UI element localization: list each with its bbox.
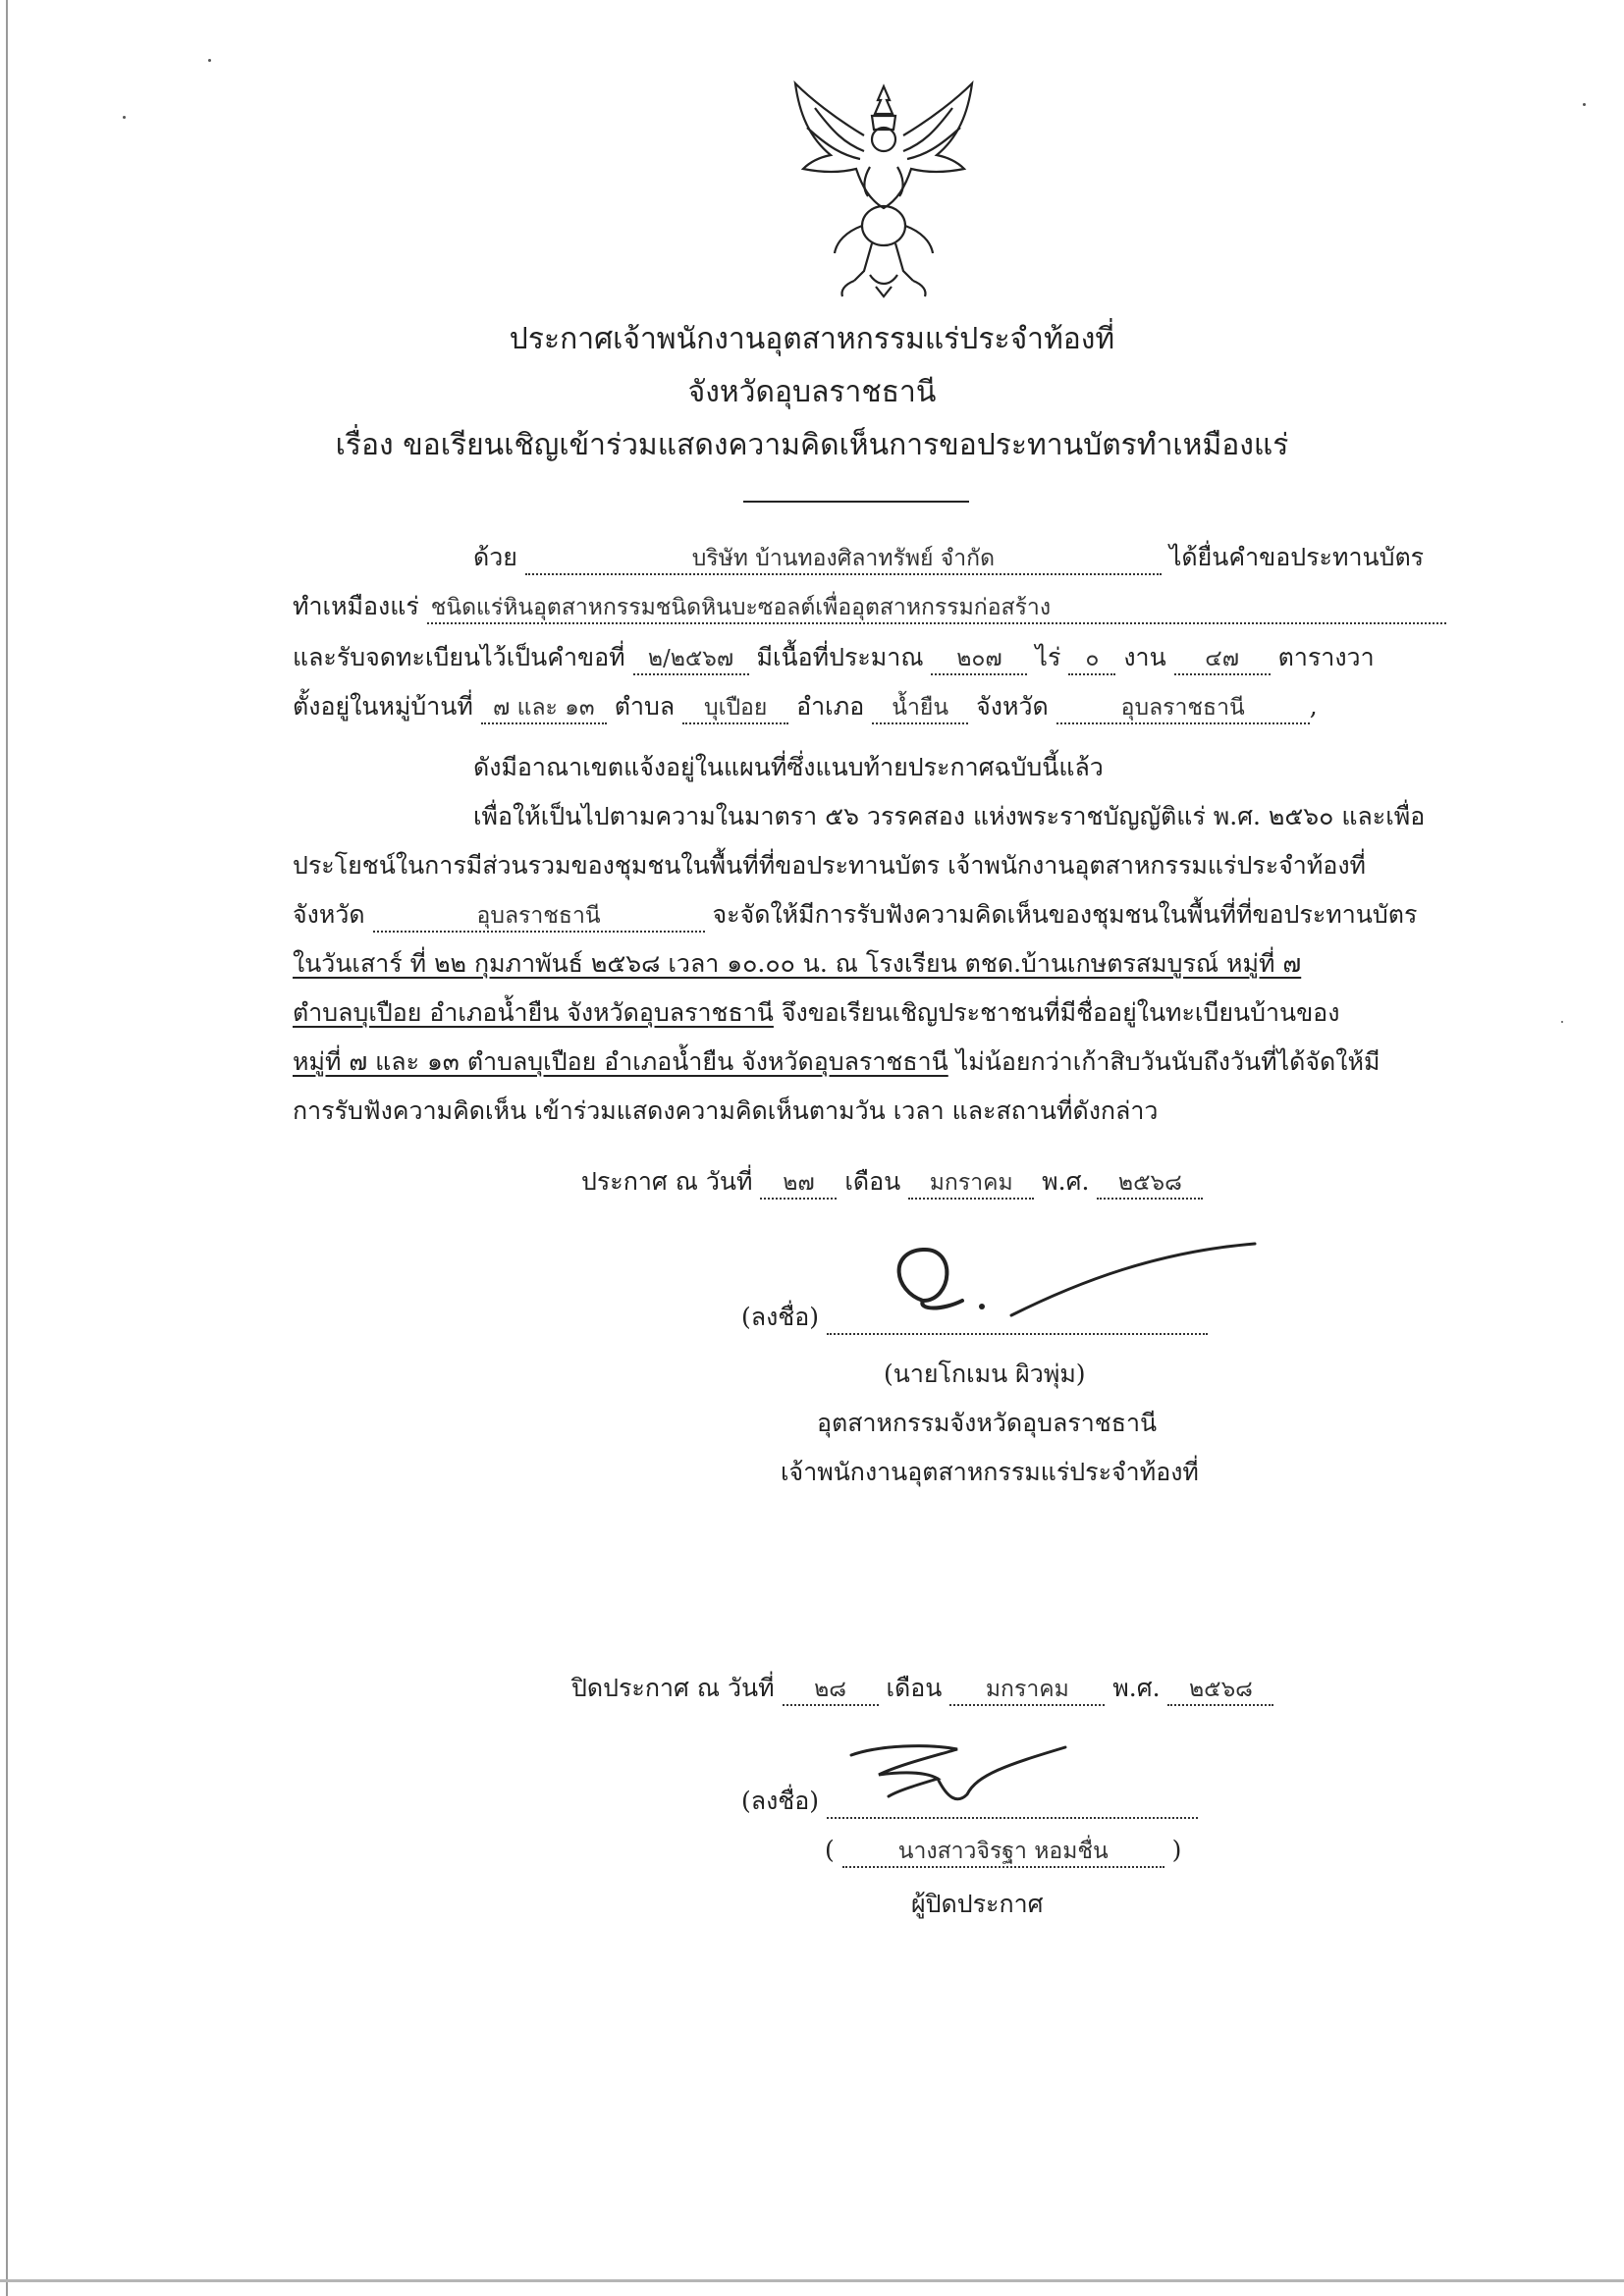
mining-label: ทำเหมืองแร่ bbox=[293, 592, 419, 620]
p3-province-label: จังหวัด bbox=[293, 900, 365, 929]
tambon-label: ตำบล bbox=[614, 692, 676, 721]
location-label: ตั้งอยู่ในหมู่บ้านที่ bbox=[293, 692, 473, 721]
province-field: อุบลราชธานี bbox=[1056, 694, 1310, 724]
posted-date-line bbox=[571, 1669, 1273, 1708]
amphoe-label: อำเภอ bbox=[796, 692, 865, 721]
company-field: บริษัท บ้านทองศิลาทรัพย์ จำกัด bbox=[525, 545, 1162, 575]
p3-line-5-underlined: ตำบลบุเปือย อำเภอน้ำยืน จังหวัดอุบลราชธานี bbox=[293, 998, 774, 1027]
signer-2-paren-close: ) bbox=[1171, 1836, 1182, 1864]
p3-line-6-underlined: หมู่ที่ ๗ และ ๑๓ ตำบลบุเปือย อำเภอน้ำยืน จังหวัดอุบลราชธานี bbox=[293, 1047, 948, 1076]
posted-month-label: เดือน bbox=[886, 1674, 943, 1702]
p3-line-3 bbox=[293, 895, 1417, 934]
p1-after-company: ได้ยื่นคำขอประทานบัตร bbox=[1168, 543, 1425, 571]
reg-label: และรับจดทะเบียนไว้เป็นคำขอที่ bbox=[293, 643, 625, 671]
signer-2-signature-field bbox=[827, 1789, 1198, 1819]
signer-1-sign-line bbox=[741, 1298, 1208, 1337]
title-divider bbox=[743, 501, 969, 503]
scan-edge-bottom bbox=[0, 2279, 1624, 2282]
announce-month-label: เดือน bbox=[844, 1167, 901, 1196]
p2-text: ดังมีอาณาเขตแจ้งอยู่ในแผนที่ซึ่งแนบท้ายประกาศฉบับนี้แล้ว bbox=[473, 753, 1104, 781]
area-rai-field: ๒๐๗ bbox=[931, 645, 1027, 675]
moo-field: ๗ และ ๑๓ bbox=[481, 694, 607, 724]
p1-line-1 bbox=[473, 538, 1424, 577]
p1-line-4 bbox=[293, 687, 1318, 726]
signer-1-sign-label: (ลงชื่อ) bbox=[741, 1303, 820, 1331]
signer-2-name-field: นางสาวจิรฐา หอมชื่น bbox=[842, 1838, 1164, 1868]
p1-end: , bbox=[1309, 692, 1318, 721]
p3-line-7: การรับฟังความคิดเห็น เข้าร่วมแสดงความคิดเห็นตามวัน เวลา และสถานที่ดังกล่าว bbox=[293, 1096, 1159, 1125]
p3-line-3-rest: จะจัดให้มีการรับฟังความคิดเห็นของชุมชนในพื้นที่ที่ขอประทานบัตร bbox=[712, 900, 1418, 929]
title-line-3: เรื่อง ขอเรียนเชิญเข้าร่วมแสดงความคิดเห็นการขอประทานบัตรทำเหมืองแร่ bbox=[335, 428, 1289, 462]
scan-speck bbox=[123, 116, 126, 119]
signer-2-name-line bbox=[825, 1836, 1181, 1868]
signer-1-signature-field bbox=[827, 1305, 1208, 1335]
rai-label: ไร่ bbox=[1035, 643, 1061, 671]
p3-line-5-rest: จึงขอเรียนเชิญประชาชนที่มีชื่ออยู่ในทะเบียนบ้านของ bbox=[773, 998, 1340, 1027]
garuda-emblem-icon bbox=[785, 79, 982, 299]
posted-year-label: พ.ศ. bbox=[1112, 1674, 1161, 1702]
announce-day-field: ๒๗ bbox=[760, 1169, 837, 1200]
signer-1-position-1: อุตสาหกรรมจังหวัดอุบลราชธานี bbox=[817, 1409, 1158, 1437]
province-label: จังหวัด bbox=[976, 692, 1049, 721]
scan-speck bbox=[1561, 1021, 1563, 1023]
ngan-label: งาน bbox=[1123, 643, 1166, 671]
mineral-type-field: ชนิดแร่หินอุตสาหกรรมชนิดหินบะซอลต์เพื่ออุตสาหกรรมก่อสร้าง bbox=[427, 594, 1446, 624]
p3-line-6 bbox=[293, 1042, 1380, 1082]
signer-2-paren-open: ( bbox=[825, 1836, 835, 1864]
p3-line-2: ประโยชน์ในการมีส่วนรวมของชุมชนในพื้นที่ที่ขอประทานบัตร เจ้าพนักงานอุตสาหกรรมแร่ประจำท้องที่ bbox=[293, 851, 1367, 880]
announce-label: ประกาศ ณ วันที่ bbox=[581, 1167, 753, 1196]
tambon-field: บุเปือย bbox=[682, 694, 788, 724]
wa-label: ตารางวา bbox=[1277, 643, 1375, 671]
signer-1-name: (นายโกเมน ผิวพุ่ม) bbox=[884, 1360, 1086, 1388]
p1-line-2 bbox=[293, 587, 1446, 626]
announce-year-label: พ.ศ. bbox=[1042, 1167, 1090, 1196]
p1-line-3 bbox=[293, 638, 1375, 677]
area-label: มีเนื้อที่ประมาณ bbox=[756, 643, 924, 671]
signer-2-sign-line bbox=[741, 1782, 1198, 1821]
p3-line-5 bbox=[293, 993, 1339, 1033]
posted-label: ปิดประกาศ ณ วันที่ bbox=[571, 1674, 775, 1702]
p3-line-6-rest: ไม่น้อยกว่าเก้าสิบวันนับถึงวันที่ได้จัดให้มี bbox=[947, 1047, 1380, 1076]
posted-month-field: มกราคม bbox=[949, 1676, 1105, 1706]
p3-line-1: เพื่อให้เป็นไปตามความในมาตรา ๕๖ วรรคสอง แห่งพระราชบัญญัติแร่ พ.ศ. ๒๕๖๐ และเพื่อ bbox=[473, 802, 1426, 830]
title-line-1: ประกาศเจ้าพนักงานอุตสาหกรรมแร่ประจำท้องที่ bbox=[509, 322, 1115, 356]
p1-lead: ด้วย bbox=[473, 543, 517, 571]
posted-day-field: ๒๘ bbox=[783, 1676, 879, 1706]
p3-province-field: อุบลราชธานี bbox=[373, 902, 705, 933]
announce-year-field: ๒๕๖๘ bbox=[1097, 1169, 1203, 1200]
scan-speck bbox=[1583, 103, 1586, 106]
area-ngan-field: ๐ bbox=[1068, 645, 1115, 675]
area-wa-field: ๔๗ bbox=[1174, 645, 1271, 675]
signer-1-position-2: เจ้าพนักงานอุตสาหกรรมแร่ประจำท้องที่ bbox=[781, 1458, 1199, 1486]
p3-line-4-underlined: ในวันเสาร์ ที่ ๒๒ กุมภาพันธ์ ๒๕๖๘ เวลา ๑๐.๐๐ น. ณ โรงเรียน ตชด.บ้านเกษตรสมบูรณ์ หมู่ที่ ๗ bbox=[293, 949, 1302, 978]
amphoe-field: น้ำยืน bbox=[872, 694, 968, 724]
signer-2-sign-label: (ลงชื่อ) bbox=[741, 1787, 820, 1815]
title-line-2: จังหวัดอุบลราชธานี bbox=[687, 375, 937, 409]
posted-year-field: ๒๕๖๘ bbox=[1167, 1676, 1273, 1706]
signer-2-role: ผู้ปิดประกาศ bbox=[911, 1890, 1044, 1918]
scan-speck bbox=[208, 59, 211, 62]
request-no-field: ๒/๒๕๖๗ bbox=[633, 645, 749, 675]
announce-date-line bbox=[581, 1162, 1203, 1201]
announce-month-field: มกราคม bbox=[908, 1169, 1034, 1200]
